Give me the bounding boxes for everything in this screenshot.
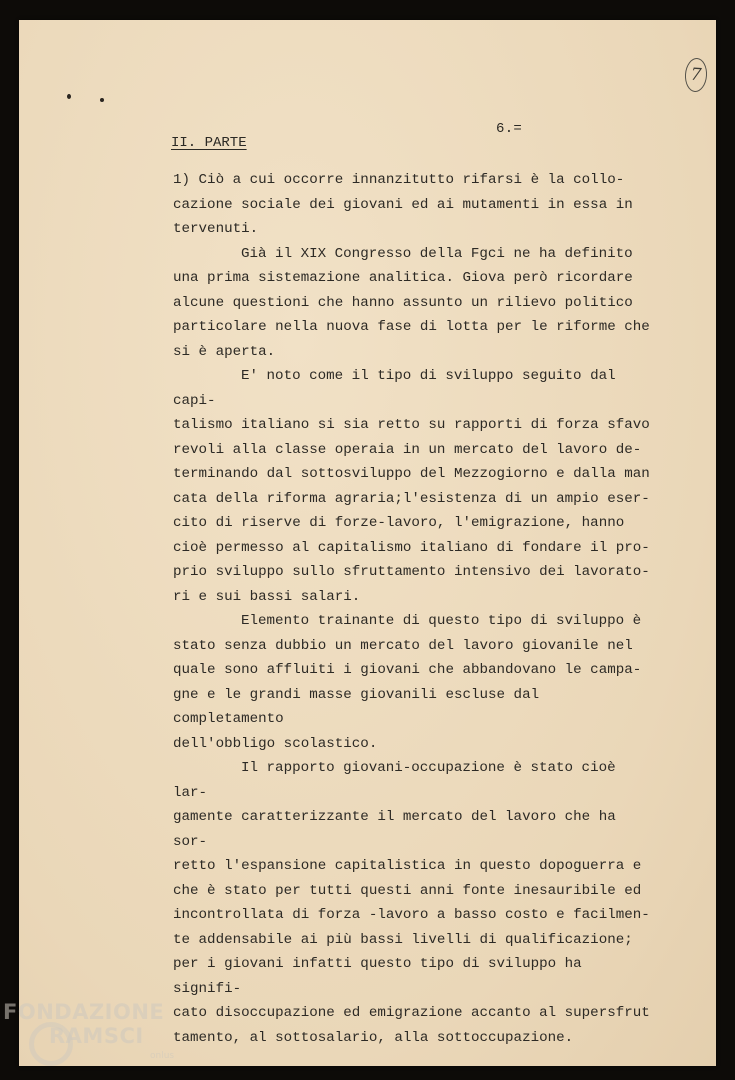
- text-line: terminando dal sottosviluppo del Mezzogiorno e dalla man: [173, 466, 650, 482]
- text-line: stato senza dubbio un mercato del lavoro giovanile nel: [173, 637, 633, 654]
- text-line: cata della riforma agraria;l'esistenza di un ampio eser-: [173, 490, 650, 507]
- text-line: prio sviluppo sullo sfruttamento intensivo dei lavorato-: [173, 564, 650, 580]
- folio-text: 7: [689, 64, 703, 86]
- text-line: retto l'espansione capitalistica in questo dopoguerra e: [173, 858, 642, 874]
- page-number: 6.=: [496, 121, 523, 137]
- text-line: alcune questioni che hanno assunto un rilievo politico: [173, 294, 633, 311]
- text-line: particolare nella nuova fase di lotta per le riforme che: [173, 319, 650, 335]
- text-line: ri e sui bassi salari.: [173, 588, 361, 605]
- text-line: Elemento trainante di questo tipo di sviluppo è: [241, 613, 642, 629]
- text-line: cazione sociale dei giovani ed ai mutamenti in essa in: [173, 196, 633, 213]
- text-line: una prima sistemazione analitica. Giova però ricordare: [173, 270, 633, 286]
- text-line: dell'obbligo scolastico.: [173, 735, 378, 752]
- text-line: E' noto come il tipo di sviluppo seguito dal capi-: [173, 368, 616, 409]
- text-line: gne e le grandi masse giovanili escluse dal completamento: [173, 686, 540, 727]
- text-line: quale sono affluiti i giovani che abbandovano le campa-: [173, 662, 642, 678]
- paper-speck: [67, 94, 71, 99]
- text-line: revoli alla classe operaia in un mercato del lavoro de-: [173, 441, 642, 458]
- text-line: cito di riserve di forze-lavoro, l'emigrazione, hanno: [173, 515, 625, 531]
- text-line: tervenuti.: [173, 221, 259, 237]
- text-line: incontrollata di forza -lavoro a basso costo e facilmen-: [173, 907, 650, 923]
- text-line: Il rapporto giovani-occupazione è stato cioè lar-: [173, 760, 616, 801]
- watermark-line2: RAMSCI: [49, 1024, 144, 1048]
- text-line: 1) Ciò a cui occorre innanzitutto rifarsi è la collo-: [173, 172, 625, 188]
- text-line: che è stato per tutti questi anni fonte inesauribile ed: [173, 882, 642, 899]
- text-line: Già il XIX Congresso della Fgci ne ha definito: [241, 245, 633, 262]
- watermark-logo: [3, 1000, 203, 1080]
- folio-number: [684, 57, 708, 92]
- text-line: cioè permesso al capitalismo italiano di fondare il pro-: [173, 539, 650, 556]
- text-line: gamente caratterizzante il mercato del lavoro che ha sor-: [173, 809, 616, 850]
- watermark-line1: FONDAZIONE: [3, 1000, 165, 1024]
- text-line: cato disoccupazione ed emigrazione accanto al supersfrut: [173, 1005, 650, 1021]
- text-line: talismo italiano si sia retto su rapporti di forza sfavo: [173, 417, 650, 433]
- body-text: [173, 168, 653, 1050]
- paper-speck: [100, 98, 104, 102]
- text-line: te addensabile ai più bassi livelli di qualificazione;: [173, 931, 633, 948]
- section-heading: II. PARTE: [171, 135, 247, 151]
- text-line: si è aperta.: [173, 343, 276, 360]
- text-line: tamento, al sottosalario, alla sottoccupazione.: [173, 1029, 574, 1046]
- text-line: per i giovani infatti questo tipo di sviluppo ha signifi-: [173, 956, 582, 997]
- watermark-sub: onlus: [150, 1051, 175, 1061]
